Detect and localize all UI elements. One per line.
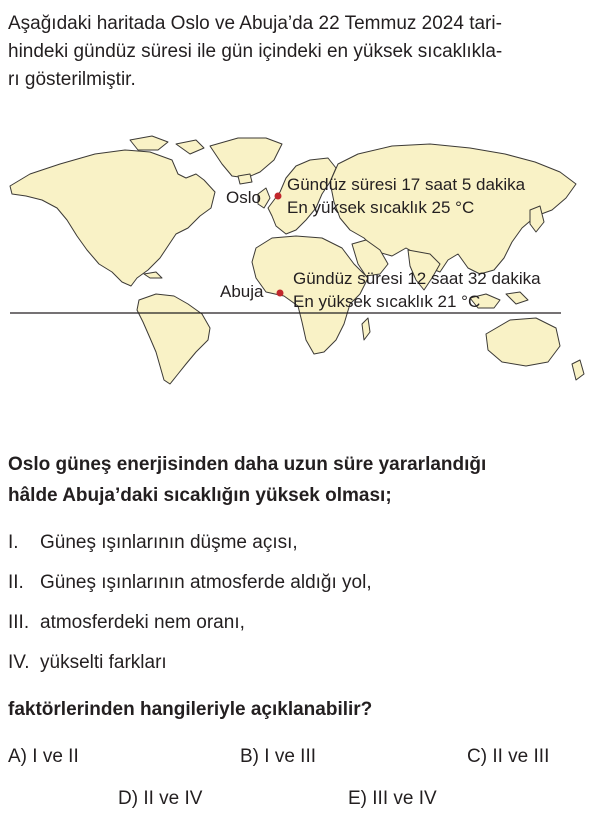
item-2-number: II. <box>8 572 24 593</box>
choice-e-letter: E) <box>348 788 367 809</box>
question-line-2: hâlde Abuja’daki sıcaklığın yüksek olması; <box>8 485 392 506</box>
question-line-1: Oslo güneş enerjisinden daha uzun süre yararlandığı <box>8 454 487 475</box>
item-2-text: Güneş ışınlarının atmosferde aldığı yol, <box>40 572 372 593</box>
abuja-daylight: Gündüz süresi 12 saat 32 dakika <box>293 269 541 288</box>
item-3 <box>8 612 245 634</box>
item-2 <box>8 572 372 594</box>
question-prompt: faktörlerinden hangileriyle açıklanabilir? <box>8 699 373 720</box>
choice-e-text: III ve IV <box>372 788 437 809</box>
north-america-landmass <box>10 150 215 286</box>
south-america-landmass <box>137 294 210 384</box>
intro-line-3: rı gösterilmiştir. <box>8 69 136 90</box>
choice-b-text: I ve III <box>264 746 317 767</box>
abuja-marker <box>277 290 284 297</box>
item-1 <box>8 532 298 554</box>
world-map-graphic <box>0 118 611 388</box>
intro-line-1: Aşağıdaki haritada Oslo ve Abuja’da 22 Temmuz 2024 tari- <box>8 13 502 34</box>
greenland-landmass <box>210 138 282 178</box>
abuja-label: Abuja <box>220 282 264 301</box>
item-1-number: I. <box>8 532 19 553</box>
choice-c[interactable] <box>467 746 549 768</box>
oslo-max-temp: En yüksek sıcaklık 25 °C <box>287 198 475 217</box>
item-1-text: Güneş ışınlarının düşme açısı, <box>40 532 298 553</box>
abuja-max-temp: En yüksek sıcaklık 21 °C <box>293 292 481 311</box>
choice-a-letter: A) <box>8 746 27 767</box>
oslo-daylight: Gündüz süresi 17 saat 5 dakika <box>287 175 526 194</box>
choice-a[interactable] <box>8 746 79 768</box>
australia-landmass <box>486 318 560 366</box>
choice-d-text: II ve IV <box>143 788 203 809</box>
choice-e[interactable] <box>348 788 437 810</box>
item-4 <box>8 652 167 674</box>
item-3-number: III. <box>8 612 30 633</box>
world-map <box>0 118 611 388</box>
item-4-text: yükselti farkları <box>40 652 167 673</box>
choice-b[interactable] <box>240 746 316 768</box>
choice-b-letter: B) <box>240 746 259 767</box>
oslo-label: Oslo <box>226 188 261 207</box>
intro-text <box>8 10 603 94</box>
choice-c-letter: C) <box>467 746 488 767</box>
item-4-number: IV. <box>8 652 30 673</box>
choice-d-letter: D) <box>118 788 139 809</box>
choice-a-text: I ve II <box>32 746 79 767</box>
oslo-marker <box>275 193 282 200</box>
item-3-text: atmosferdeki nem oranı, <box>40 612 245 633</box>
question-stem <box>8 449 603 511</box>
choice-c-text: II ve III <box>492 746 550 767</box>
intro-line-2: hindeki gündüz süresi ile gün içindeki en yüksek sıcaklıkla- <box>8 41 503 62</box>
choice-d[interactable] <box>118 788 202 810</box>
